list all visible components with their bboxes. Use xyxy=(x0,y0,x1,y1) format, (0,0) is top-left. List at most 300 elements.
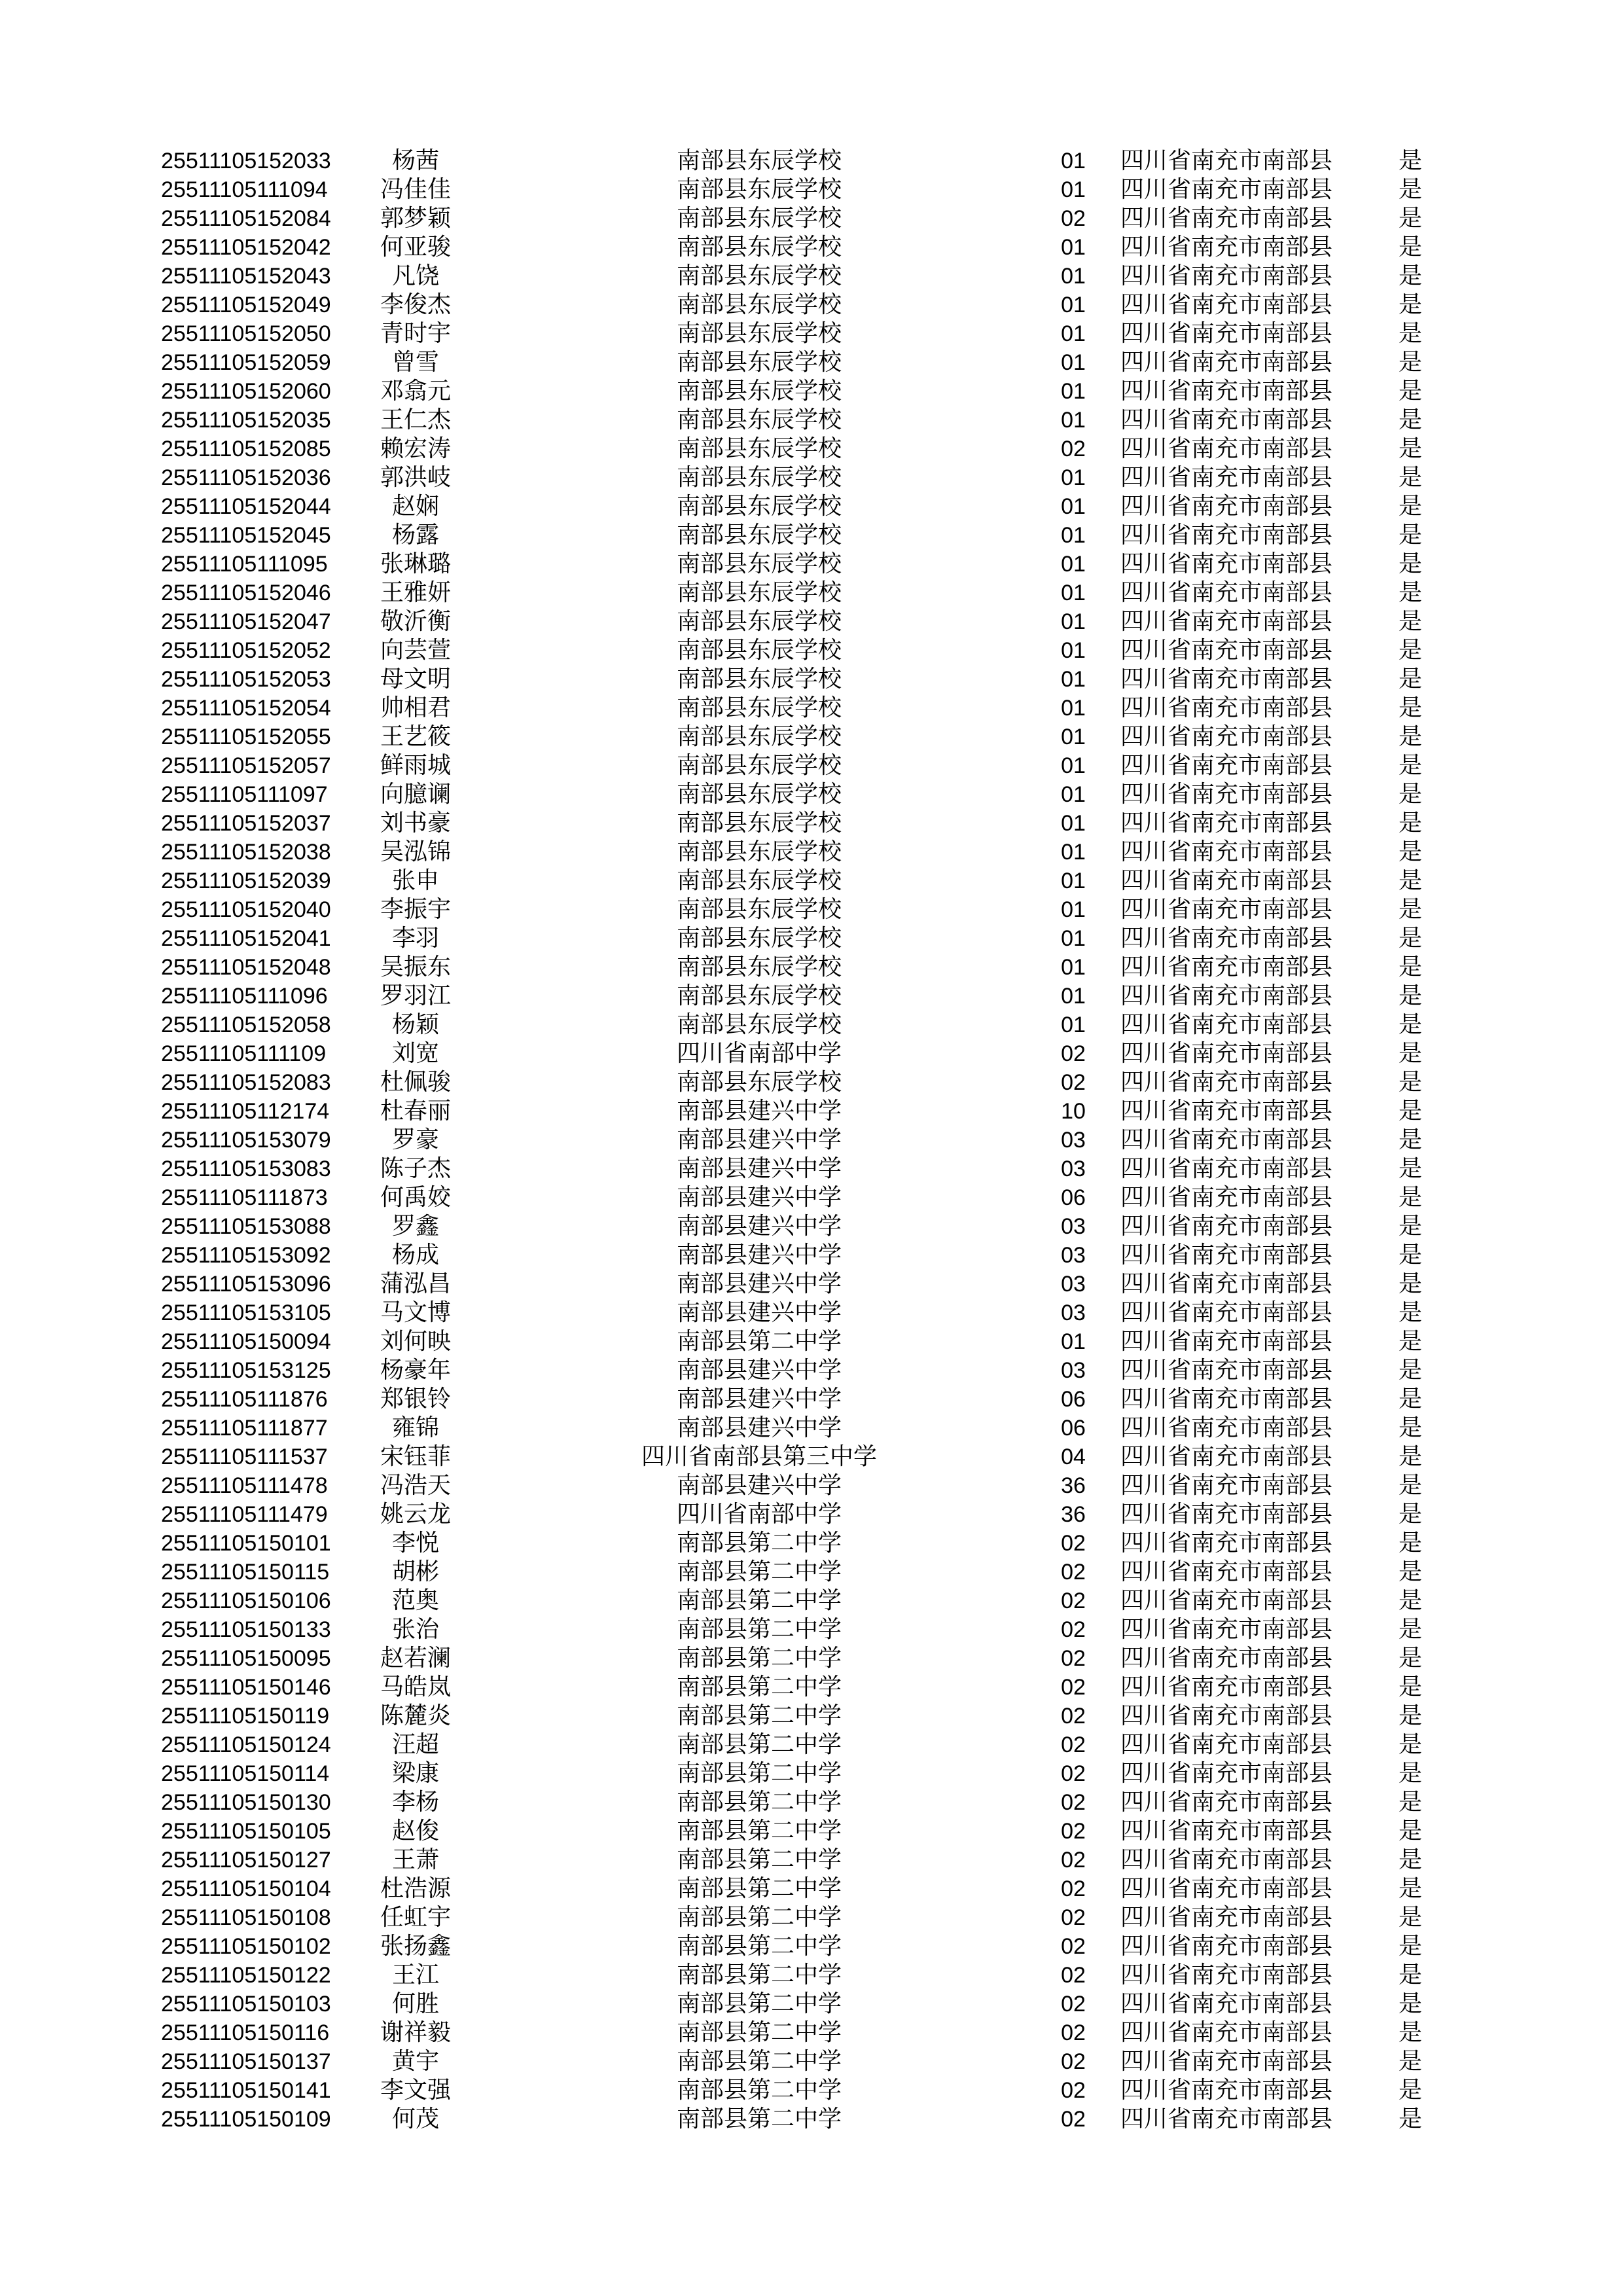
cell-district: 四川省南充市南部县 xyxy=(1120,1270,1333,1297)
cell-class-number: 01 xyxy=(1061,638,1086,663)
cell-district: 四川省南充市南部县 xyxy=(1120,464,1333,491)
cell-district: 四川省南充市南部县 xyxy=(1120,1818,1333,1844)
cell-confirmed-flag: 是 xyxy=(1398,1501,1422,1528)
cell-student-name: 何亚骏 xyxy=(380,234,451,260)
cell-school-name: 南部县建兴中学 xyxy=(676,1126,842,1153)
cell-class-number: 02 xyxy=(1061,1992,1086,2017)
cell-exam-number: 25511105153125 xyxy=(161,1358,331,1383)
cell-exam-number: 25511105150130 xyxy=(161,1790,331,1815)
cell-exam-number: 25511105152084 xyxy=(161,206,331,231)
table-row xyxy=(0,1155,1623,1183)
cell-school-name: 南部县建兴中学 xyxy=(676,1357,842,1384)
cell-student-name: 曾雪 xyxy=(391,349,439,376)
cell-class-number: 03 xyxy=(1061,1157,1086,1181)
cell-student-name: 何禹姣 xyxy=(380,1184,451,1211)
cell-confirmed-flag: 是 xyxy=(1398,1184,1422,1211)
cell-student-name: 范奥 xyxy=(391,1587,439,1614)
cell-school-name: 南部县建兴中学 xyxy=(676,1472,842,1499)
cell-confirmed-flag: 是 xyxy=(1398,1962,1422,1988)
cell-confirmed-flag: 是 xyxy=(1398,234,1422,260)
cell-exam-number: 25511105152053 xyxy=(161,667,331,692)
table-row xyxy=(0,809,1623,838)
table-row xyxy=(0,492,1623,521)
cell-school-name: 四川省南部县第三中学 xyxy=(641,1443,877,1470)
table-row xyxy=(0,1961,1623,1990)
cell-exam-number: 25511105111097 xyxy=(161,782,328,807)
cell-exam-number: 25511105150106 xyxy=(161,1588,331,1613)
cell-student-name: 敬沂衡 xyxy=(380,608,451,635)
cell-school-name: 南部县第二中学 xyxy=(676,1530,842,1556)
cell-district: 四川省南充市南部县 xyxy=(1120,262,1333,289)
cell-district: 四川省南充市南部县 xyxy=(1120,2019,1333,2046)
cell-district: 四川省南充市南部县 xyxy=(1120,435,1333,462)
cell-district: 四川省南充市南部县 xyxy=(1120,1990,1333,2017)
cell-exam-number: 25511105152054 xyxy=(161,696,331,721)
cell-exam-number: 25511105150133 xyxy=(161,1617,331,1642)
cell-class-number: 02 xyxy=(1061,1819,1086,1844)
cell-exam-number: 25511105152085 xyxy=(161,437,331,461)
cell-confirmed-flag: 是 xyxy=(1398,982,1422,1009)
cell-confirmed-flag: 是 xyxy=(1398,550,1422,577)
cell-district: 四川省南充市南部县 xyxy=(1120,493,1333,520)
cell-class-number: 01 xyxy=(1061,926,1086,951)
cell-confirmed-flag: 是 xyxy=(1398,1702,1422,1729)
cell-school-name: 南部县第二中学 xyxy=(676,1933,842,1960)
cell-exam-number: 25511105153096 xyxy=(161,1272,331,1297)
table-row xyxy=(0,1731,1623,1759)
cell-class-number: 01 xyxy=(1061,1013,1086,1037)
cell-district: 四川省南充市南部县 xyxy=(1120,1069,1333,1096)
cell-district: 四川省南充市南部县 xyxy=(1120,147,1333,174)
cell-district: 四川省南充市南部县 xyxy=(1120,1213,1333,1240)
cell-exam-number: 25511105150141 xyxy=(161,2078,331,2103)
cell-confirmed-flag: 是 xyxy=(1398,954,1422,980)
cell-confirmed-flag: 是 xyxy=(1398,1126,1422,1153)
cell-student-name: 向芸萱 xyxy=(380,637,451,664)
cell-class-number: 02 xyxy=(1061,1848,1086,1873)
cell-school-name: 南部县建兴中学 xyxy=(676,1299,842,1326)
cell-class-number: 02 xyxy=(1061,1704,1086,1729)
cell-confirmed-flag: 是 xyxy=(1398,1155,1422,1182)
cell-student-name: 郑银铃 xyxy=(380,1386,451,1412)
cell-district: 四川省南充市南部县 xyxy=(1120,1357,1333,1384)
cell-district: 四川省南充市南部县 xyxy=(1120,320,1333,347)
cell-student-name: 黄宇 xyxy=(391,2048,439,2075)
cell-exam-number: 25511105153105 xyxy=(161,1300,331,1325)
cell-class-number: 02 xyxy=(1061,1761,1086,1786)
cell-confirmed-flag: 是 xyxy=(1398,838,1422,865)
cell-student-name: 母文明 xyxy=(380,666,451,692)
cell-district: 四川省南充市南部县 xyxy=(1120,550,1333,577)
cell-district: 四川省南充市南部县 xyxy=(1120,1443,1333,1470)
cell-school-name: 南部县第二中学 xyxy=(676,1616,842,1643)
table-row xyxy=(0,1270,1623,1299)
cell-class-number: 01 xyxy=(1061,897,1086,922)
cell-exam-number: 25511105152058 xyxy=(161,1013,331,1037)
table-row xyxy=(0,147,1623,175)
cell-exam-number: 25511105152041 xyxy=(161,926,331,951)
cell-class-number: 02 xyxy=(1061,1041,1086,1066)
cell-student-name: 杜佩骏 xyxy=(380,1069,451,1096)
cell-district: 四川省南充市南部县 xyxy=(1120,1098,1333,1124)
cell-district: 四川省南充市南部县 xyxy=(1120,1962,1333,1988)
cell-district: 四川省南充市南部县 xyxy=(1120,1760,1333,1787)
cell-school-name: 南部县第二中学 xyxy=(676,1558,842,1585)
cell-school-name: 南部县第二中学 xyxy=(676,1846,842,1873)
cell-confirmed-flag: 是 xyxy=(1398,1530,1422,1556)
cell-school-name: 四川省南部中学 xyxy=(676,1501,842,1528)
cell-student-name: 冯佳佳 xyxy=(380,176,451,203)
cell-class-number: 02 xyxy=(1061,1531,1086,1556)
cell-confirmed-flag: 是 xyxy=(1398,1846,1422,1873)
cell-confirmed-flag: 是 xyxy=(1398,2077,1422,2104)
cell-class-number: 36 xyxy=(1061,1502,1086,1527)
cell-school-name: 南部县东辰学校 xyxy=(676,838,842,865)
cell-student-name: 张申 xyxy=(391,867,439,894)
cell-school-name: 南部县东辰学校 xyxy=(676,435,842,462)
cell-district: 四川省南充市南部县 xyxy=(1120,1242,1333,1268)
cell-exam-number: 25511105150114 xyxy=(161,1761,330,1786)
cell-class-number: 06 xyxy=(1061,1185,1086,1210)
table-row xyxy=(0,780,1623,809)
cell-confirmed-flag: 是 xyxy=(1398,1386,1422,1412)
table-row xyxy=(0,1471,1623,1500)
cell-class-number: 01 xyxy=(1061,293,1086,317)
cell-confirmed-flag: 是 xyxy=(1398,493,1422,520)
cell-student-name: 凡饶 xyxy=(391,262,439,289)
table-row xyxy=(0,463,1623,492)
cell-school-name: 南部县东辰学校 xyxy=(676,752,842,779)
cell-confirmed-flag: 是 xyxy=(1398,752,1422,779)
cell-class-number: 02 xyxy=(1061,2049,1086,2074)
table-row xyxy=(0,1874,1623,1903)
cell-exam-number: 25511105152049 xyxy=(161,293,331,317)
cell-exam-number: 25511105152057 xyxy=(161,753,331,778)
cell-exam-number: 25511105152036 xyxy=(161,465,331,490)
cell-class-number: 02 xyxy=(1061,1617,1086,1642)
cell-confirmed-flag: 是 xyxy=(1398,1904,1422,1931)
cell-exam-number: 25511105150115 xyxy=(161,1560,330,1585)
cell-district: 四川省南充市南部县 xyxy=(1120,1126,1333,1153)
table-row xyxy=(0,2018,1623,2047)
cell-school-name: 南部县东辰学校 xyxy=(676,320,842,347)
table-row xyxy=(0,982,1623,1011)
table-row xyxy=(0,1644,1623,1673)
cell-district: 四川省南充市南部县 xyxy=(1120,205,1333,232)
cell-confirmed-flag: 是 xyxy=(1398,1674,1422,1700)
cell-student-name: 汪超 xyxy=(391,1731,439,1758)
cell-class-number: 01 xyxy=(1061,552,1086,577)
cell-student-name: 赵俊 xyxy=(391,1818,439,1844)
cell-class-number: 01 xyxy=(1061,667,1086,692)
cell-school-name: 南部县东辰学校 xyxy=(676,608,842,635)
cell-confirmed-flag: 是 xyxy=(1398,2048,1422,2075)
cell-confirmed-flag: 是 xyxy=(1398,1616,1422,1643)
cell-exam-number: 25511105152043 xyxy=(161,264,331,289)
table-row xyxy=(0,1702,1623,1731)
cell-school-name: 南部县建兴中学 xyxy=(676,1213,842,1240)
cell-confirmed-flag: 是 xyxy=(1398,781,1422,808)
cell-student-name: 梁康 xyxy=(391,1760,439,1787)
cell-exam-number: 25511105153083 xyxy=(161,1157,331,1181)
cell-class-number: 01 xyxy=(1061,782,1086,807)
cell-confirmed-flag: 是 xyxy=(1398,378,1422,404)
cell-school-name: 南部县建兴中学 xyxy=(676,1270,842,1297)
cell-school-name: 南部县建兴中学 xyxy=(676,1386,842,1412)
cell-exam-number: 25511105153079 xyxy=(161,1128,331,1153)
cell-exam-number: 25511105150109 xyxy=(161,2107,331,2132)
cell-student-name: 郭梦颖 xyxy=(380,205,451,232)
cell-school-name: 南部县东辰学校 xyxy=(676,723,842,750)
cell-exam-number: 25511105111873 xyxy=(161,1185,328,1210)
cell-exam-number: 25511105111096 xyxy=(161,984,328,1009)
cell-student-name: 王艺筱 xyxy=(380,723,451,750)
cell-exam-number: 25511105152059 xyxy=(161,350,331,375)
cell-school-name: 南部县东辰学校 xyxy=(676,205,842,232)
cell-confirmed-flag: 是 xyxy=(1398,1328,1422,1355)
cell-confirmed-flag: 是 xyxy=(1398,694,1422,721)
cell-exam-number: 25511105150137 xyxy=(161,2049,331,2074)
table-row xyxy=(0,607,1623,636)
cell-class-number: 01 xyxy=(1061,696,1086,721)
cell-school-name: 南部县第二中学 xyxy=(676,1904,842,1931)
cell-confirmed-flag: 是 xyxy=(1398,176,1422,203)
cell-school-name: 南部县东辰学校 xyxy=(676,522,842,548)
cell-exam-number: 25511105152040 xyxy=(161,897,331,922)
cell-class-number: 03 xyxy=(1061,1358,1086,1383)
cell-district: 四川省南充市南部县 xyxy=(1120,925,1333,952)
cell-class-number: 03 xyxy=(1061,1300,1086,1325)
cell-school-name: 南部县东辰学校 xyxy=(676,176,842,203)
cell-student-name: 何胜 xyxy=(391,1990,439,2017)
cell-district: 四川省南充市南部县 xyxy=(1120,666,1333,692)
table-row xyxy=(0,895,1623,924)
table-row xyxy=(0,1385,1623,1414)
table-row xyxy=(0,867,1623,895)
cell-confirmed-flag: 是 xyxy=(1398,320,1422,347)
cell-confirmed-flag: 是 xyxy=(1398,896,1422,923)
cell-exam-number: 25511105152050 xyxy=(161,321,331,346)
cell-exam-number: 25511105150146 xyxy=(161,1675,331,1700)
cell-school-name: 南部县第二中学 xyxy=(676,2106,842,2132)
cell-student-name: 雍锦 xyxy=(391,1414,439,1441)
cell-confirmed-flag: 是 xyxy=(1398,262,1422,289)
cell-student-name: 杨颖 xyxy=(391,1011,439,1038)
cell-district: 四川省南充市南部县 xyxy=(1120,2048,1333,2075)
table-row xyxy=(0,1759,1623,1788)
table-row xyxy=(0,838,1623,867)
cell-confirmed-flag: 是 xyxy=(1398,1731,1422,1758)
cell-school-name: 南部县第二中学 xyxy=(676,1789,842,1816)
table-row xyxy=(0,550,1623,579)
cell-district: 四川省南充市南部县 xyxy=(1120,1587,1333,1614)
cell-district: 四川省南充市南部县 xyxy=(1120,1645,1333,1672)
cell-school-name: 南部县东辰学校 xyxy=(676,1069,842,1096)
cell-district: 四川省南充市南部县 xyxy=(1120,2106,1333,2132)
cell-school-name: 南部县第二中学 xyxy=(676,1731,842,1758)
cell-school-name: 南部县建兴中学 xyxy=(676,1155,842,1182)
cell-class-number: 01 xyxy=(1061,1329,1086,1354)
table-row xyxy=(0,723,1623,751)
cell-class-number: 02 xyxy=(1061,1876,1086,1901)
cell-exam-number: 25511105111095 xyxy=(161,552,328,577)
cell-exam-number: 25511105152033 xyxy=(161,149,331,173)
cell-student-name: 郭洪岐 xyxy=(380,464,451,491)
cell-school-name: 南部县东辰学校 xyxy=(676,147,842,174)
cell-student-name: 杨露 xyxy=(391,522,439,548)
cell-class-number: 01 xyxy=(1061,984,1086,1009)
cell-confirmed-flag: 是 xyxy=(1398,1875,1422,1902)
table-row xyxy=(0,348,1623,377)
table-row xyxy=(0,521,1623,550)
cell-exam-number: 25511105150104 xyxy=(161,1876,331,1901)
cell-confirmed-flag: 是 xyxy=(1398,666,1422,692)
cell-exam-number: 25511105152083 xyxy=(161,1070,331,1095)
cell-district: 四川省南充市南部县 xyxy=(1120,406,1333,433)
table-row xyxy=(0,1039,1623,1068)
cell-confirmed-flag: 是 xyxy=(1398,1558,1422,1585)
cell-student-name: 张扬鑫 xyxy=(380,1933,451,1960)
cell-school-name: 南部县东辰学校 xyxy=(676,1011,842,1038)
cell-class-number: 01 xyxy=(1061,465,1086,490)
cell-district: 四川省南充市南部县 xyxy=(1120,637,1333,664)
cell-confirmed-flag: 是 xyxy=(1398,147,1422,174)
cell-school-name: 南部县东辰学校 xyxy=(676,982,842,1009)
student-table xyxy=(0,147,1623,2134)
cell-class-number: 03 xyxy=(1061,1128,1086,1153)
cell-confirmed-flag: 是 xyxy=(1398,1414,1422,1441)
cell-exam-number: 25511105150108 xyxy=(161,1905,331,1930)
cell-student-name: 罗羽江 xyxy=(380,982,451,1009)
cell-district: 四川省南充市南部县 xyxy=(1120,1558,1333,1585)
cell-confirmed-flag: 是 xyxy=(1398,1472,1422,1499)
cell-exam-number: 25511105150095 xyxy=(161,1646,331,1671)
cell-district: 四川省南充市南部县 xyxy=(1120,954,1333,980)
cell-district: 四川省南充市南部县 xyxy=(1120,1155,1333,1182)
cell-district: 四川省南充市南部县 xyxy=(1120,896,1333,923)
cell-student-name: 李文强 xyxy=(380,2077,451,2104)
cell-confirmed-flag: 是 xyxy=(1398,867,1422,894)
cell-school-name: 南部县第二中学 xyxy=(676,1328,842,1355)
cell-school-name: 南部县东辰学校 xyxy=(676,666,842,692)
cell-confirmed-flag: 是 xyxy=(1398,435,1422,462)
cell-district: 四川省南充市南部县 xyxy=(1120,1472,1333,1499)
cell-school-name: 南部县第二中学 xyxy=(676,1818,842,1844)
cell-exam-number: 25511105152044 xyxy=(161,494,331,519)
cell-confirmed-flag: 是 xyxy=(1398,2106,1422,2132)
table-row xyxy=(0,1990,1623,2018)
cell-class-number: 02 xyxy=(1061,437,1086,461)
cell-confirmed-flag: 是 xyxy=(1398,349,1422,376)
cell-exam-number: 25511105111876 xyxy=(161,1387,328,1412)
cell-class-number: 02 xyxy=(1061,1560,1086,1585)
cell-confirmed-flag: 是 xyxy=(1398,1789,1422,1816)
cell-school-name: 南部县东辰学校 xyxy=(676,637,842,664)
cell-student-name: 陈麓炎 xyxy=(380,1702,451,1729)
cell-class-number: 01 xyxy=(1061,955,1086,980)
cell-class-number: 02 xyxy=(1061,1588,1086,1613)
cell-exam-number: 25511105150122 xyxy=(161,1963,331,1988)
cell-district: 四川省南充市南部县 xyxy=(1120,579,1333,606)
cell-class-number: 01 xyxy=(1061,350,1086,375)
table-row xyxy=(0,579,1623,607)
cell-district: 四川省南充市南部县 xyxy=(1120,291,1333,318)
cell-confirmed-flag: 是 xyxy=(1398,925,1422,952)
table-row xyxy=(0,2105,1623,2134)
table-row xyxy=(0,435,1623,463)
table-row xyxy=(0,1615,1623,1644)
table-row xyxy=(0,175,1623,204)
cell-class-number: 02 xyxy=(1061,1070,1086,1095)
cell-student-name: 王仁杰 xyxy=(380,406,451,433)
cell-class-number: 01 xyxy=(1061,609,1086,634)
table-row xyxy=(0,291,1623,319)
cell-school-name: 南部县东辰学校 xyxy=(676,954,842,980)
table-row xyxy=(0,204,1623,233)
cell-district: 四川省南充市南部县 xyxy=(1120,1731,1333,1758)
cell-confirmed-flag: 是 xyxy=(1398,608,1422,635)
cell-school-name: 南部县第二中学 xyxy=(676,1702,842,1729)
table-row xyxy=(0,1500,1623,1529)
table-row xyxy=(0,665,1623,694)
cell-school-name: 南部县东辰学校 xyxy=(676,464,842,491)
table-row xyxy=(0,1241,1623,1270)
cell-student-name: 张治 xyxy=(391,1616,439,1643)
cell-confirmed-flag: 是 xyxy=(1398,1933,1422,1960)
table-row xyxy=(0,1817,1623,1846)
cell-district: 四川省南充市南部县 xyxy=(1120,1184,1333,1211)
cell-confirmed-flag: 是 xyxy=(1398,1069,1422,1096)
table-row xyxy=(0,2076,1623,2105)
cell-school-name: 南部县东辰学校 xyxy=(676,781,842,808)
cell-school-name: 南部县东辰学校 xyxy=(676,896,842,923)
cell-district: 四川省南充市南部县 xyxy=(1120,1414,1333,1441)
cell-student-name: 李振宇 xyxy=(380,896,451,923)
cell-exam-number: 25511105150119 xyxy=(161,1704,330,1729)
cell-student-name: 马文博 xyxy=(380,1299,451,1326)
cell-school-name: 南部县东辰学校 xyxy=(676,493,842,520)
cell-school-name: 南部县东辰学校 xyxy=(676,262,842,289)
cell-class-number: 10 xyxy=(1061,1099,1086,1124)
cell-class-number: 02 xyxy=(1061,2107,1086,2132)
cell-exam-number: 25511105150127 xyxy=(161,1848,331,1873)
cell-district: 四川省南充市南部县 xyxy=(1120,1904,1333,1931)
cell-exam-number: 25511105150105 xyxy=(161,1819,331,1844)
cell-confirmed-flag: 是 xyxy=(1398,1760,1422,1787)
cell-class-number: 03 xyxy=(1061,1272,1086,1297)
cell-district: 四川省南充市南部县 xyxy=(1120,522,1333,548)
cell-exam-number: 25511105152047 xyxy=(161,609,331,634)
cell-confirmed-flag: 是 xyxy=(1398,1443,1422,1470)
cell-student-name: 陈子杰 xyxy=(380,1155,451,1182)
cell-school-name: 南部县第二中学 xyxy=(676,1674,842,1700)
cell-confirmed-flag: 是 xyxy=(1398,723,1422,750)
cell-class-number: 01 xyxy=(1061,753,1086,778)
cell-student-name: 邓翕元 xyxy=(380,378,451,404)
cell-student-name: 吴振东 xyxy=(380,954,451,980)
cell-district: 四川省南充市南部县 xyxy=(1120,810,1333,836)
cell-school-name: 南部县东辰学校 xyxy=(676,291,842,318)
table-row xyxy=(0,1558,1623,1587)
cell-class-number: 01 xyxy=(1061,581,1086,605)
cell-confirmed-flag: 是 xyxy=(1398,205,1422,232)
cell-class-number: 01 xyxy=(1061,177,1086,202)
cell-district: 四川省南充市南部县 xyxy=(1120,781,1333,808)
cell-student-name: 杨成 xyxy=(391,1242,439,1268)
cell-confirmed-flag: 是 xyxy=(1398,1357,1422,1384)
cell-student-name: 罗鑫 xyxy=(391,1213,439,1240)
table-row xyxy=(0,1183,1623,1212)
